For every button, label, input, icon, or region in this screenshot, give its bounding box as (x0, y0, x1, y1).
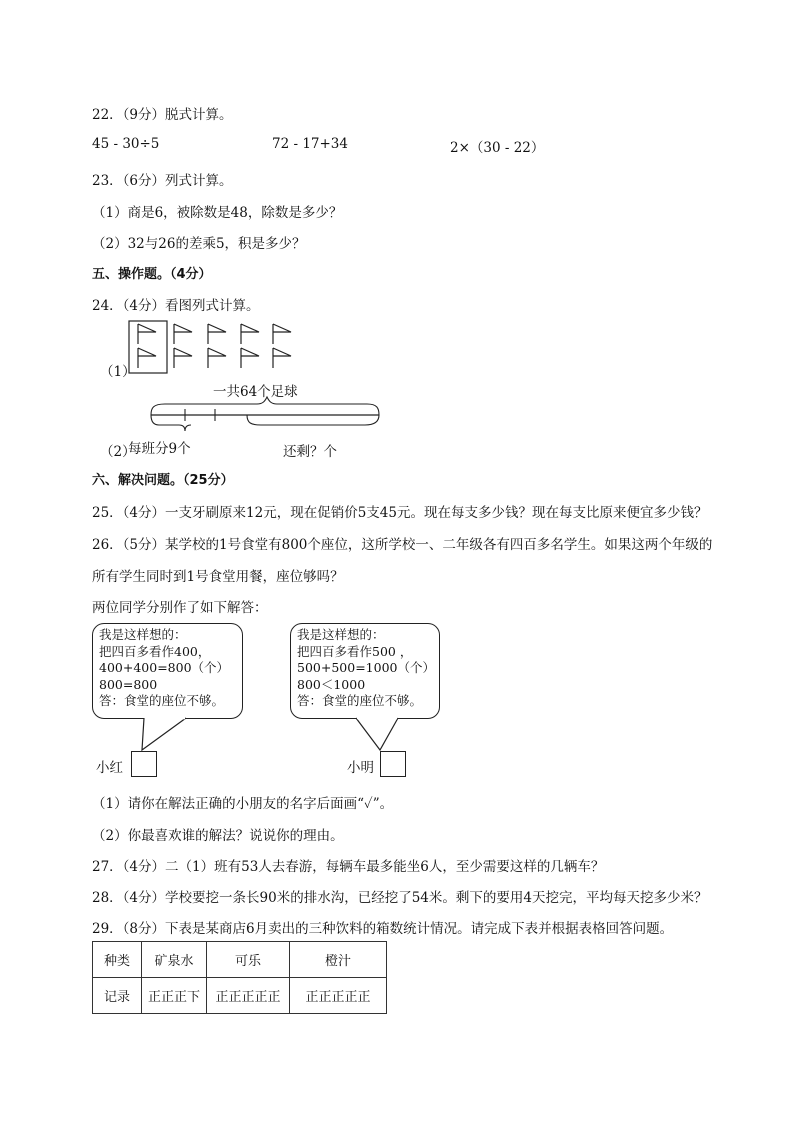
q26-sub2: （2）你最喜欢谁的解法？说说你的理由。 (92, 828, 344, 844)
bubble-tail (352, 716, 412, 752)
bubble-line: 我是这样想的： (99, 627, 187, 642)
q22-title: 22．（9分）脱式计算。 (92, 107, 233, 123)
q24-title: 24．（4分）看图列式计算。 (92, 298, 260, 314)
table-header: 种类 (93, 942, 142, 978)
q26-line-2: 所有学生同时到1号食堂用餐，座位够吗？ (92, 569, 344, 585)
checkbox-xiaohong[interactable] (131, 751, 157, 777)
table-header: 可乐 (207, 942, 290, 978)
name-xiaoming: 小明 (347, 760, 374, 776)
table-header: 橙汁 (290, 942, 387, 978)
table-row-label: 记录 (93, 978, 142, 1014)
name-xiaohong: 小红 (96, 760, 123, 776)
table-row (93, 942, 387, 978)
bubble-line: 500+500=1000（个） (297, 660, 435, 675)
q22-item-1: 45 - 30÷5 (92, 136, 160, 152)
q24-label-1: （1） (100, 364, 136, 380)
table-cell: 正正正下 (142, 978, 207, 1014)
bubble-line: 我是这样想的： (297, 627, 385, 642)
speech-bubble-xiaoming (290, 623, 440, 719)
section6-heading: 六、解决问题。（25分） (92, 473, 234, 488)
q26-sub1: （1）请你在解法正确的小朋友的名字后面画“✓”。 (92, 796, 394, 812)
bubble-line: 把四百多看作500 ， (297, 643, 413, 659)
table-row (93, 978, 387, 1014)
q24-total-label: 一共64个足球 (213, 384, 298, 400)
section5-heading: 五、操作题。（4分） (92, 267, 212, 282)
bubble-tail (140, 716, 200, 752)
q23-title: 23．（6分）列式计算。 (92, 173, 233, 189)
q24-label-2: （2） (100, 444, 136, 460)
bubble-line: 800＜1000 (297, 676, 366, 692)
flags-figure (125, 318, 305, 376)
q29-text: 29．（8分）下表是某商店6月卖出的三种饮料的箱数统计情况。请完成下表并根据表格回答问题。 (92, 921, 674, 937)
table-cell: 正正正正正 (290, 978, 387, 1014)
bubble-line: 答：食堂的座位不够。 (297, 693, 423, 708)
bubble-line: 把四百多看作400， (99, 643, 211, 659)
sales-tally-table (92, 941, 387, 1014)
q28-text: 28．（4分）学校要挖一条长90米的排水沟，已经挖了54米。剩下的要用4天挖完，平均每天挖多少米？ (92, 890, 708, 906)
q22-item-3: 2×（30 - 22） (450, 140, 545, 156)
flag-icons (138, 324, 291, 368)
q23-sub2: （2）32与26的差乘5，积是多少？ (92, 236, 306, 252)
q23-sub1: （1）商是6，被除数是48，除数是多少？ (92, 205, 343, 221)
table-header: 矿泉水 (142, 942, 207, 978)
checkbox-xiaoming[interactable] (380, 751, 406, 777)
q26-line-1: 26．（5分）某学校的1号食堂有800个座位，这所学校一、二年级各有四百多名学生。如果这两个年级的 (92, 537, 713, 553)
bubble-line: 800=800 (99, 676, 158, 692)
table-cell: 正正正正正 (207, 978, 290, 1014)
bubble-line: 400+400=800（个） (99, 660, 230, 675)
q27-text: 27．（4分）二（1）班有53人去春游，每辆车最多能坐6人，至少需要这样的几辆车？ (92, 859, 605, 875)
bubble-line: 答：食堂的座位不够。 (99, 693, 225, 708)
q24-each-class: 每班分9个 (128, 441, 191, 457)
q26-line-3: 两位同学分别作了如下解答： (92, 600, 268, 616)
q22-item-2: 72 - 17+34 (272, 136, 348, 152)
speech-bubble-xiaohong (92, 623, 243, 719)
q25-text: 25．（4分）一支牙刷原来12元，现在促销价5支45元。现在每支多少钱？现在每支比原来便宜多少钱？ (92, 505, 708, 521)
brace-diagram (145, 395, 385, 435)
q24-remain: 还剩？个 (283, 444, 337, 460)
